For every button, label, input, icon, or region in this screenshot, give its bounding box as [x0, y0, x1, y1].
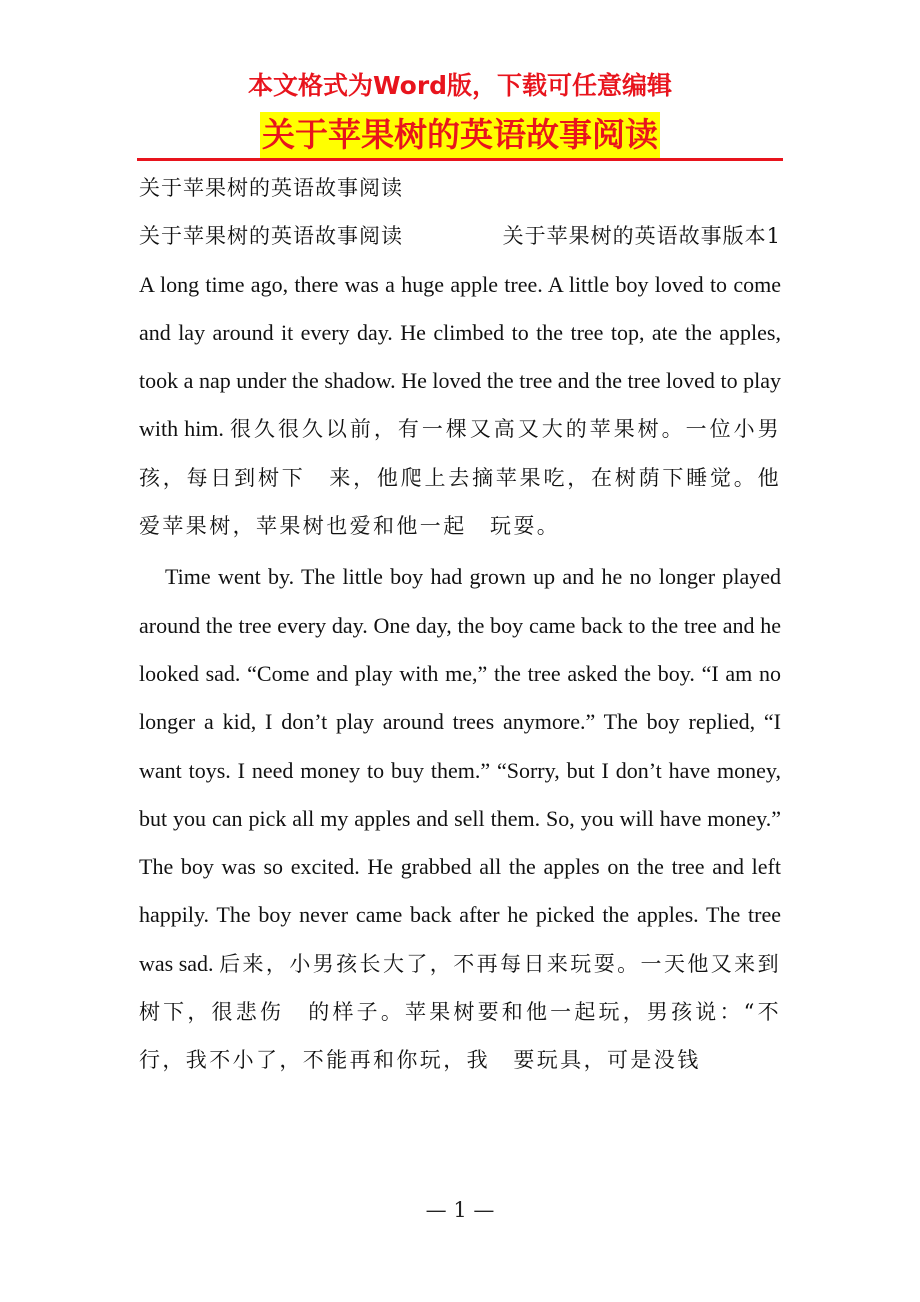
- story-paragraph-2: [139, 553, 781, 1084]
- body-heading: 关于苹果树的英语故事阅读: [139, 176, 403, 200]
- subheading-left: 关于苹果树的英语故事阅读: [139, 224, 403, 249]
- document-body: [139, 164, 781, 1085]
- page-number: — 1 —: [425, 1198, 495, 1222]
- story-paragraph-1: [139, 261, 781, 551]
- title-container: [0, 112, 920, 158]
- paragraph-2-english: Time went by. The little boy had grown up and he no longer played around the tree every day. One day, the boy came back to the tree and he looked sad. “Come and play with me,” the tree asked the boy. “I am no longer a kid, I don’t play around trees anymore.” The boy replied, “I want toys. I need money to buy them.” “Sorry, but I don’t have money, but you can pick all my apples and sell them. So, you will have money.” The boy was so excited. He grabbed all the apples on the tree and left happily. The boy never came back after he picked the apples. The tree was sad.: [139, 564, 781, 976]
- title-divider: [137, 158, 783, 161]
- paragraph-1-english: A long time ago, there was a huge apple tree. A little boy loved to come and lay around it every day. He climbed to the tree top, ate the apples, took a nap under the shadow. He loved the tree and the tree loved to play with him.: [139, 271, 781, 442]
- document-title: 关于苹果树的英语故事阅读: [260, 112, 660, 158]
- paragraph-1-chinese: 很久很久以前，有一棵又高又大的苹果树。一位小男孩，每日到树下 来，他爬上去摘苹果吃，在树荫下睡觉。他爱苹果树，苹果树也爱和他一起 玩耍。: [139, 417, 781, 539]
- subheading-right: 关于苹果树的英语故事版本1: [502, 224, 781, 249]
- body-subheading: [139, 212, 781, 260]
- format-notice: 本文格式为Word版，下载可任意编辑: [247, 71, 673, 100]
- paragraph-2-chinese: 后来，小男孩长大了，不再每日来玩耍。一天他又来到树下，很悲伤 的样子。苹果树要和他一起玩，男孩说：“不行，我不小了，不能再和你玩，我 要玩具，可是没钱: [139, 951, 781, 1073]
